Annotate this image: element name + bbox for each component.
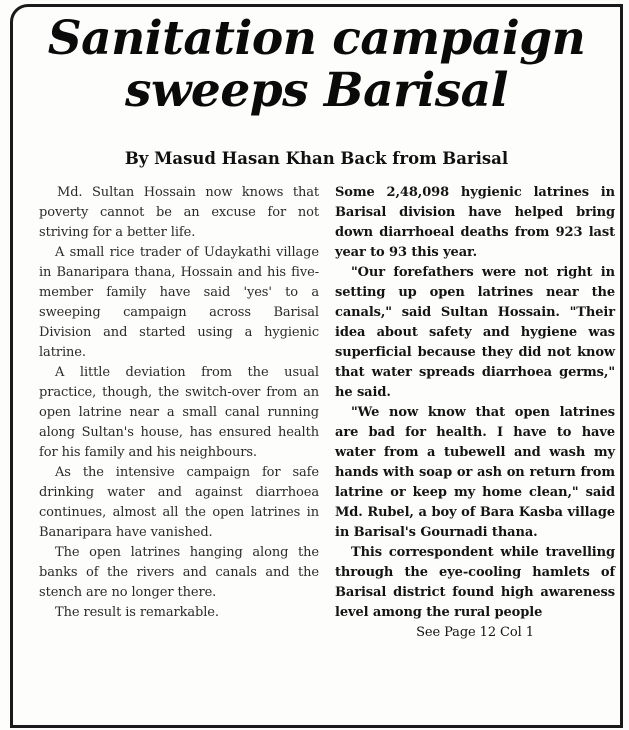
byline: By Masud Hasan Khan Back from Barisal bbox=[124, 149, 509, 168]
article-column-left bbox=[39, 183, 319, 623]
paragraph: Md. Sultan Hossain now knows that poverty cannot be an excuse for not striving for a better life. bbox=[39, 185, 319, 240]
headline-line-2: sweeps Barisal bbox=[125, 63, 508, 118]
paragraph: "Our forefathers were not right in setting up open latrines near the canals," said Sultan Hossain. "Their idea about safety and hygiene was superficial because they did not know that water spreads diarrhoea germs," he said. bbox=[335, 265, 615, 400]
paragraph: The result is remarkable. bbox=[55, 605, 219, 620]
paragraph: This correspondent while travelling through the eye-cooling hamlets of Barisal district found high awareness level among the rural people bbox=[335, 545, 615, 620]
article-column-right bbox=[335, 183, 615, 643]
paragraph: A little deviation from the usual practice, though, the switch-over from an open latrine near a small canal running along Sultan's house, has ensured health for his family and his neighbours. bbox=[39, 365, 319, 460]
paragraph: Some 2,48,098 hygienic latrines in Barisal division have helped bring down diarrhoeal deaths from 923 last year to 93 this year. bbox=[335, 185, 615, 260]
paragraph: As the intensive campaign for safe drinking water and against diarrhoea continues, almost all the open latrines in Banaripara have vanished. bbox=[39, 465, 319, 540]
headline-line-1: Sanitation campaign bbox=[47, 11, 586, 66]
news-clipping bbox=[10, 4, 623, 728]
paragraph: "We now know that open latrines are bad for health. I have to have water from a tubewell and wash my hands with soap or ash on return from latrine or keep my home clean," said Md. Rubel, a boy of Bara Kasba village in Barisal's Gournadi thana. bbox=[335, 405, 615, 540]
paragraph: A small rice trader of Udaykathi village in Banaripara thana, Hossain and his five-member family have said 'yes' to a sweeping campaign across Barisal Division and started using a hygienic latrine. bbox=[39, 245, 319, 360]
paragraph: The open latrines hanging along the banks of the rivers and canals and the stench are no longer there. bbox=[39, 545, 319, 600]
continued-on-line: See Page 12 Col 1 bbox=[416, 625, 534, 640]
